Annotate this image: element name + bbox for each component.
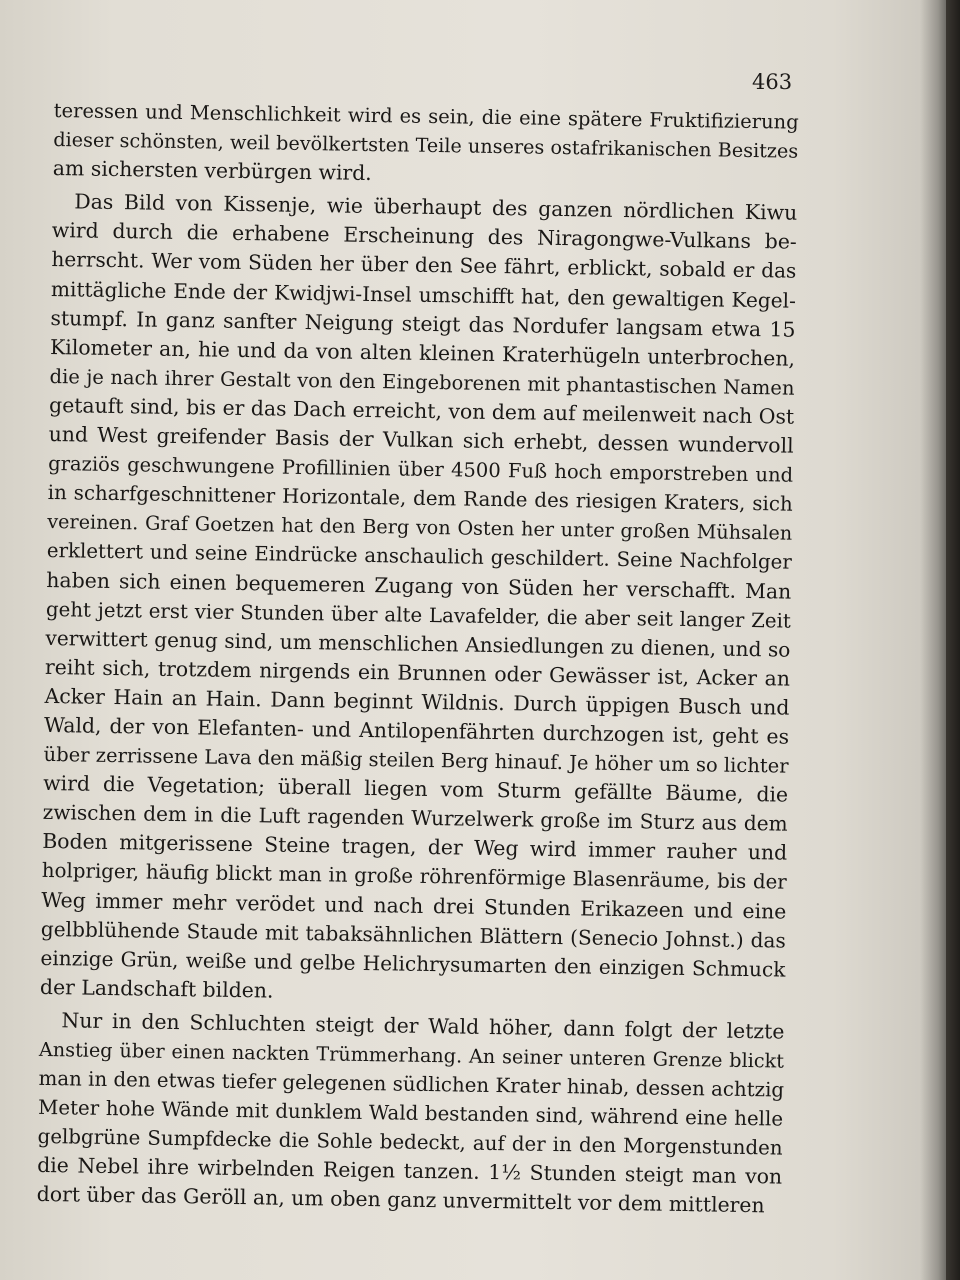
text-line: getauft sind, bis er das Dach erreicht, von dem auf meilenweit nach Ost [48,392,795,429]
text-line: Wald, der von Elefanten- und Antilopenfährten durchzogen ist, geht es [43,712,790,749]
text-line: Meter hohe Wände mit dunklem Wald bestanden sind, während eine helle [37,1096,784,1131]
paragraph [40,187,798,1013]
text-line: dort über das Geröll an, um oben ganz unvermittelt vor dem mittleren [36,1182,765,1218]
text-line: reiht sich, trotzdem nirgends ein Brunnen oder Gewässer ist, Acker an [44,654,791,691]
body-text [37,96,799,1221]
text-line: erklettert und seine Eindrücke anschaulich geschildert. Seine Nachfolger [46,539,792,575]
text-line: und West greifender Basis der Vulkan sich erhebt, dessen wundervoll [48,421,794,458]
text-line: wird durch die erhabene Erscheinung des Niragongwe-Vulkans be- [51,218,797,255]
text-line: man in den etwas tiefer gelegenen südlichen Krater hinab, dessen achtzig [38,1066,785,1102]
text-line: Acker Hain an Hain. Dann beginnt Wildnis. Durch üppigen Busch und [44,683,790,720]
text-line: Kilometer an, hie und da von alten kleinen Kraterhügeln unterbrochen, [49,334,796,371]
text-line: geht jetzt erst vier Stunden über alte Lavafelder, die aber seit langer Zeit [45,597,792,633]
text-line: Anstieg über einen nackten Trümmerhang. An seiner unteren Grenze blickt [38,1037,785,1073]
text-line: dieser schönsten, weil bevölkertsten Teile unseres ostafrikanischen Besitzes [53,128,799,163]
text-line: stumpf. In ganz sanfter Neigung steigt das Nordufer langsam etwa 15 [50,305,796,342]
text-line: Boden mitgerissene Steine tragen, der Weg wird immer rauher und [42,829,788,865]
text-line: in scharfgeschnittener Horizontale, dem Rande des riesigen Kraters, sich [47,481,793,516]
text-line: holpriger, häufig blickt man in große röhrenförmige Blasenräume, bis der [41,859,787,895]
paragraph [37,1006,785,1221]
book-edge [946,0,960,1280]
text-line: der Landschaft bilden. [39,974,274,1003]
text-line: die Nebel ihre wirbelnden Reigen tanzen. 1½ Stunden steigt man von [37,1153,783,1189]
page-number: 463 [752,70,793,94]
text-line: Nur in den Schluchten steigt der Wald höher, dann folgt der letzte [61,1008,785,1044]
text-line: gelbgrüne Sumpfdecke die Sohle bedeckt, auf der in den Morgenstunden [37,1125,783,1160]
text-line: mittägliche Ende der Kwidjwi-Insel umschifft hat, den gewaltigen Kegel- [50,276,797,313]
text-line: am sichersten verbürgen wird. [52,156,372,186]
paragraph [53,96,799,195]
text-line: Weg immer mehr verödet und nach drei Stunden Erikazeen und eine [41,887,787,924]
text-line: Das Bild von Kissenje, wie überhaupt des ganzen nördlichen Kiwu [74,189,798,225]
text-line: einzige Grün, weiße und gelbe Helichrysumarten den einzigen Schmuck [40,945,786,982]
text-line: herrscht. Wer vom Süden her über den See fährt, erblickt, sobald er das [51,247,797,284]
text-line: graziös geschwungene Profillinien über 4500 Fuß hoch emporstreben und [48,452,794,487]
text-line: über zerrissene Lava den mäßig steilen Berg hinauf. Je höher um so lichter [43,742,789,778]
text-line: zwischen dem in die Luft ragenden Wurzelwerk große im Sturz aus dem [42,800,788,836]
text-line: verwittert genug sind, um menschlichen Ansiedlungen zu dienen, und so [45,625,791,662]
text-line: vereinen. Graf Goetzen hat den Berg von Osten her unter großen Mühsalen [47,510,793,545]
text-line: haben sich einen bequemeren Zugang von Süden her verschafft. Man [46,567,792,604]
text-line: teressen und Menschlichkeit wird es sein, die eine spätere Fruktifizierung [53,98,799,134]
binding-shadow [920,0,946,1280]
text-line: gelbblühende Staude mit tabaksähnlichen Blättern (Senecio Johnst.) das [40,916,787,953]
text-line: die je nach ihrer Gestalt von den Eingeborenen mit phantastischen Namen [49,364,795,400]
text-line: wird die Vegetation; überall liegen vom Sturm gefällte Bäume, die [43,771,789,807]
